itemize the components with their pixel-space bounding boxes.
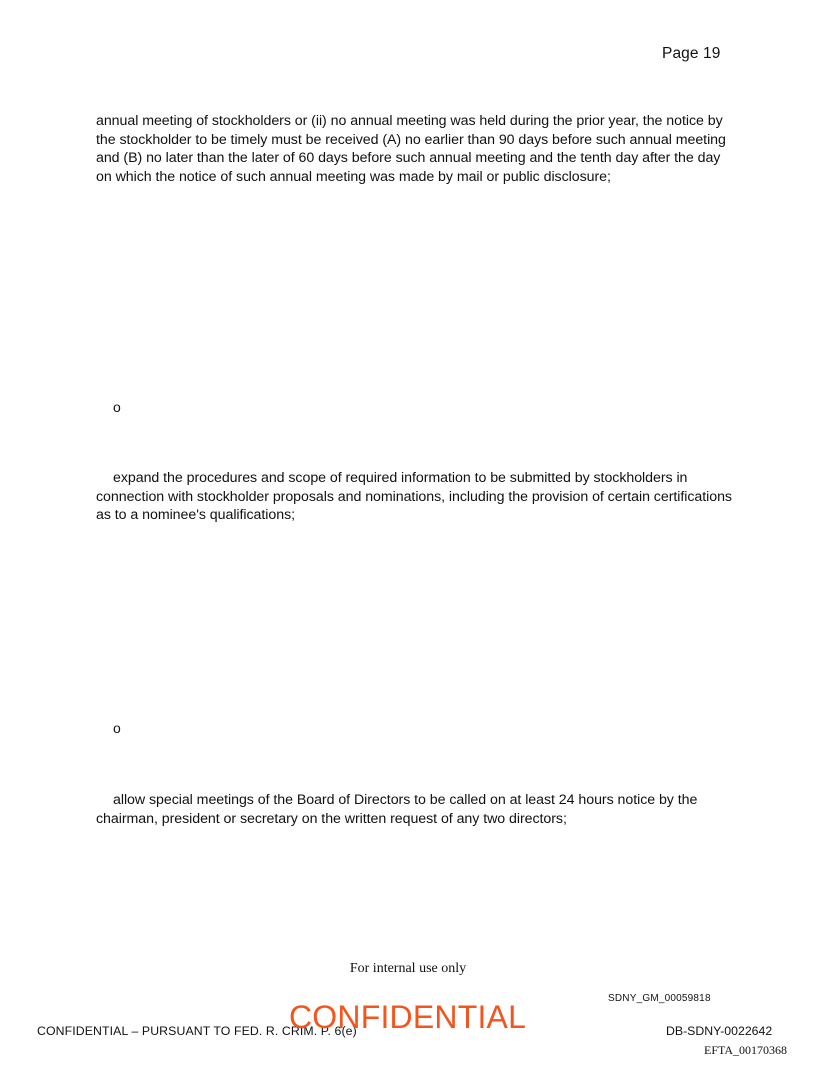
bullet-marker: o	[113, 720, 121, 736]
bates-number-db: DB-SDNY-0022642	[666, 1024, 773, 1038]
bates-number-sdny: SDNY_GM_00059818	[608, 993, 711, 1004]
body-paragraph-annual-meeting-notice: annual meeting of stockholders or (ii) no annual meeting was held during the prior year, the notice by the stockholder to be timely must be received (A) no earlier than 90 days before such annual meeting and (B) no later than the later of 60 days before such annual meeting and the tenth day after the day on which the notice of such annual meeting was made by mail or public disclosure;	[96, 113, 726, 185]
bates-number-efta: EFTA_00170368	[704, 1043, 788, 1057]
paragraph-text: allow special meetings of the Board of Directors to be called on at least 24 hours notice by the chairman, president or secretary on the written request of any two directors;	[96, 792, 698, 827]
paragraph-text: expand the procedures and scope of required information to be submitted by stockholders in connection with stockholder proposals and nominations, including the provision of certain certifications as to a nominee's qualifications;	[96, 470, 732, 524]
confidential-stamp: CONFIDENTIAL	[289, 999, 527, 1035]
body-paragraph-procedures-scope	[96, 469, 736, 525]
internal-use-note: For internal use only	[349, 961, 467, 976]
body-paragraph-special-meetings	[96, 791, 736, 828]
confidentiality-legend: CONFIDENTIAL – PURSUANT TO FED. R. CRIM. P. 6(e)	[37, 1024, 357, 1038]
page-number: Page 19	[662, 45, 721, 62]
bullet-marker: o	[113, 399, 121, 415]
